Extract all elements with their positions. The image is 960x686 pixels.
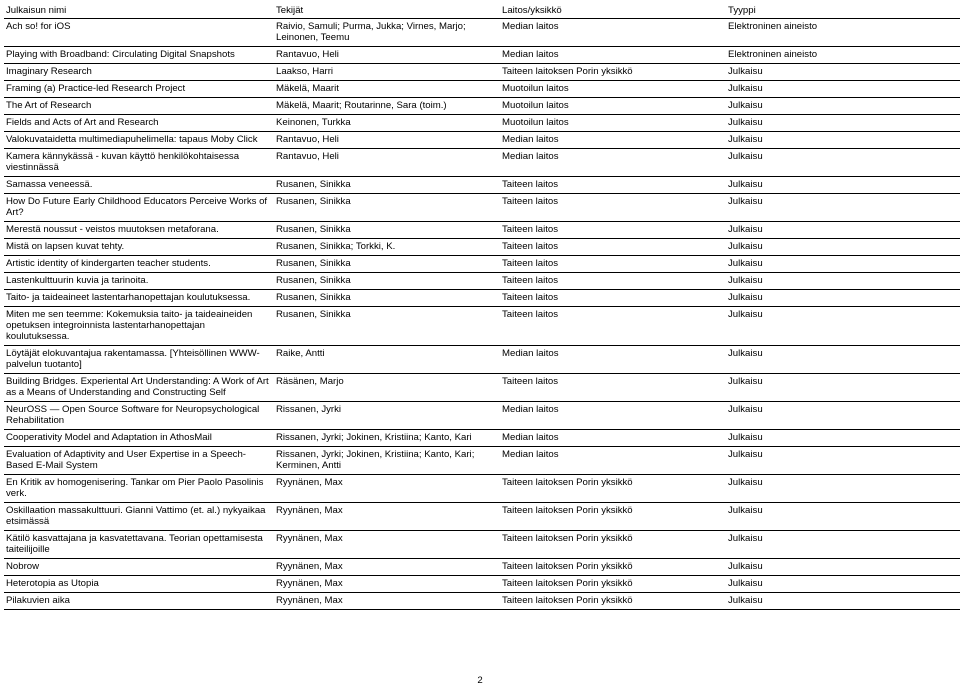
cell-department: Median laitos [500,430,726,447]
cell-authors: Rissanen, Jyrki; Jokinen, Kristiina; Kanto, Kari [274,430,500,447]
cell-type: Julkaisu [726,402,960,430]
cell-authors: Keinonen, Turkka [274,115,500,132]
cell-type: Elektroninen aineisto [726,19,960,47]
cell-title: Heterotopia as Utopia [4,576,274,593]
cell-title: Imaginary Research [4,64,274,81]
table-row [4,81,960,98]
cell-department: Median laitos [500,149,726,177]
cell-title: Ach so! for iOS [4,19,274,47]
table-header-row [4,4,960,19]
cell-authors: Mäkelä, Maarit [274,81,500,98]
header-type: Tyyppi [726,4,960,19]
cell-title: Building Bridges. Experiental Art Understanding: A Work of Art as a Means of Understanding and Constructing Self [4,374,274,402]
table-row [4,475,960,503]
cell-authors: Mäkelä, Maarit; Routarinne, Sara (toim.) [274,98,500,115]
cell-authors: Ryynänen, Max [274,531,500,559]
cell-title: The Art of Research [4,98,274,115]
cell-title: Playing with Broadband: Circulating Digital Snapshots [4,47,274,64]
table-row [4,194,960,222]
table-row [4,19,960,47]
cell-authors: Ryynänen, Max [274,503,500,531]
table-row [4,559,960,576]
cell-title: Samassa veneessä. [4,177,274,194]
cell-authors: Raike, Antti [274,346,500,374]
cell-department: Taiteen laitos [500,239,726,256]
cell-type: Julkaisu [726,307,960,346]
table-row [4,64,960,81]
cell-department: Median laitos [500,402,726,430]
cell-authors: Ryynänen, Max [274,559,500,576]
cell-authors: Räsänen, Marjo [274,374,500,402]
cell-department: Median laitos [500,47,726,64]
cell-department: Taiteen laitoksen Porin yksikkö [500,559,726,576]
cell-department: Taiteen laitos [500,290,726,307]
table-row [4,98,960,115]
table-row [4,239,960,256]
table-row [4,402,960,430]
table-row [4,47,960,64]
cell-authors: Rantavuo, Heli [274,47,500,64]
table-row [4,256,960,273]
cell-title: Mistä on lapsen kuvat tehty. [4,239,274,256]
cell-title: Miten me sen teemme: Kokemuksia taito- ja taideaineiden opetuksen integroinnista lastentarhanopettajan koulutuksessa. [4,307,274,346]
table-row [4,593,960,610]
cell-authors: Rusanen, Sinikka [274,256,500,273]
cell-title: Artistic identity of kindergarten teacher students. [4,256,274,273]
cell-authors: Rantavuo, Heli [274,132,500,149]
cell-department: Taiteen laitos [500,194,726,222]
cell-authors: Rusanen, Sinikka [274,222,500,239]
cell-type: Julkaisu [726,81,960,98]
cell-department: Taiteen laitos [500,273,726,290]
cell-authors: Rusanen, Sinikka; Torkki, K. [274,239,500,256]
cell-department: Muotoilun laitos [500,115,726,132]
table-row [4,447,960,475]
cell-department: Taiteen laitoksen Porin yksikkö [500,503,726,531]
cell-department: Median laitos [500,346,726,374]
cell-type: Julkaisu [726,374,960,402]
cell-title: En Kritik av homogenisering. Tankar om Pier Paolo Pasolinis verk. [4,475,274,503]
cell-department: Taiteen laitos [500,256,726,273]
cell-department: Taiteen laitoksen Porin yksikkö [500,593,726,610]
table-row [4,430,960,447]
cell-title: Nobrow [4,559,274,576]
cell-authors: Ryynänen, Max [274,576,500,593]
table-row [4,132,960,149]
publication-table [4,4,960,610]
cell-type: Julkaisu [726,239,960,256]
cell-department: Median laitos [500,19,726,47]
cell-authors: Rissanen, Jyrki; Jokinen, Kristiina; Kanto, Kari; Kerminen, Antti [274,447,500,475]
cell-authors: Ryynänen, Max [274,593,500,610]
cell-type: Julkaisu [726,115,960,132]
cell-title: How Do Future Early Childhood Educators Perceive Works of Art? [4,194,274,222]
cell-type: Julkaisu [726,576,960,593]
cell-type: Julkaisu [726,593,960,610]
cell-type: Julkaisu [726,503,960,531]
table-row [4,503,960,531]
cell-title: Löytäjät elokuvantajua rakentamassa. [Yhteisöllinen WWW-palvelun tuotanto] [4,346,274,374]
cell-department: Taiteen laitos [500,177,726,194]
cell-title: Oskillaation massakulttuuri. Gianni Vattimo (et. al.) nykyaikaa etsimässä [4,503,274,531]
cell-type: Julkaisu [726,132,960,149]
table-body [4,19,960,610]
cell-title: Lastenkulttuurin kuvia ja tarinoita. [4,273,274,290]
cell-title: Valokuvataidetta multimediapuhelimella: tapaus Moby Click [4,132,274,149]
cell-department: Muotoilun laitos [500,81,726,98]
cell-type: Julkaisu [726,64,960,81]
cell-type: Julkaisu [726,430,960,447]
cell-department: Taiteen laitoksen Porin yksikkö [500,475,726,503]
cell-department: Taiteen laitoksen Porin yksikkö [500,531,726,559]
cell-type: Julkaisu [726,447,960,475]
table-row [4,177,960,194]
cell-type: Julkaisu [726,98,960,115]
cell-department: Median laitos [500,447,726,475]
cell-type: Julkaisu [726,346,960,374]
cell-authors: Rissanen, Jyrki [274,402,500,430]
cell-title: Evaluation of Adaptivity and User Expertise in a Speech-Based E-Mail System [4,447,274,475]
header-title: Julkaisun nimi [4,4,274,19]
cell-type: Elektroninen aineisto [726,47,960,64]
table-row [4,273,960,290]
table-row [4,374,960,402]
cell-type: Julkaisu [726,559,960,576]
cell-authors: Rusanen, Sinikka [274,290,500,307]
table-row [4,222,960,239]
cell-authors: Rusanen, Sinikka [274,273,500,290]
cell-authors: Rusanen, Sinikka [274,194,500,222]
cell-type: Julkaisu [726,222,960,239]
cell-type: Julkaisu [726,149,960,177]
cell-type: Julkaisu [726,531,960,559]
cell-title: Fields and Acts of Art and Research [4,115,274,132]
table-row [4,290,960,307]
cell-department: Taiteen laitos [500,222,726,239]
cell-type: Julkaisu [726,475,960,503]
cell-authors: Laakso, Harri [274,64,500,81]
page-number: 2 [477,675,483,686]
cell-department: Taiteen laitos [500,374,726,402]
cell-title: Pilakuvien aika [4,593,274,610]
cell-authors: Rusanen, Sinikka [274,177,500,194]
cell-title: Merestä noussut - veistos muutoksen metaforana. [4,222,274,239]
cell-authors: Raivio, Samuli; Purma, Jukka; Virnes, Marjo; Leinonen, Teemu [274,19,500,47]
table-row [4,576,960,593]
header-department: Laitos/yksikkö [500,4,726,19]
table-row [4,307,960,346]
cell-department: Taiteen laitoksen Porin yksikkö [500,576,726,593]
cell-department: Taiteen laitos [500,307,726,346]
cell-department: Muotoilun laitos [500,98,726,115]
table-row [4,149,960,177]
cell-type: Julkaisu [726,290,960,307]
cell-authors: Rusanen, Sinikka [274,307,500,346]
header-authors: Tekijät [274,4,500,19]
cell-title: Cooperativity Model and Adaptation in AthosMail [4,430,274,447]
cell-authors: Rantavuo, Heli [274,149,500,177]
table-row [4,531,960,559]
cell-title: Kätilö kasvattajana ja kasvatettavana. Teorian opettamisesta taiteilijoille [4,531,274,559]
cell-department: Taiteen laitoksen Porin yksikkö [500,64,726,81]
cell-title: NeurOSS — Open Source Software for Neuropsychological Rehabilitation [4,402,274,430]
cell-title: Framing (a) Practice-led Research Project [4,81,274,98]
cell-authors: Ryynänen, Max [274,475,500,503]
cell-title: Kamera kännykässä - kuvan käyttö henkilökohtaisessa viestinnässä [4,149,274,177]
cell-department: Median laitos [500,132,726,149]
cell-type: Julkaisu [726,177,960,194]
cell-type: Julkaisu [726,194,960,222]
table-row [4,115,960,132]
table-row [4,346,960,374]
cell-title: Taito- ja taideaineet lastentarhanopettajan koulutuksessa. [4,290,274,307]
cell-type: Julkaisu [726,273,960,290]
cell-type: Julkaisu [726,256,960,273]
